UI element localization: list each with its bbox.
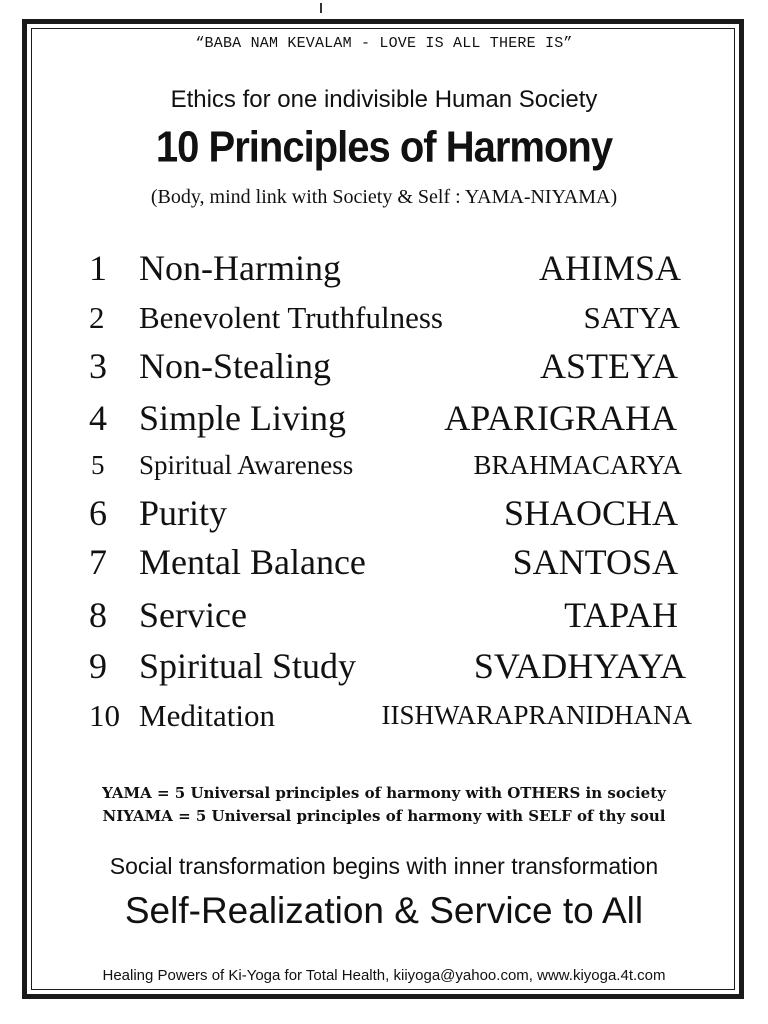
principle-english: Meditation [139, 698, 276, 733]
principle-english: Benevolent Truthfulness [139, 300, 443, 335]
niyama-note: NIYAMA = 5 Universal principles of harmony with SELF of thy soul [102, 807, 666, 825]
principle-number: 1 [89, 248, 107, 288]
principle-number: 4 [89, 398, 107, 438]
footer-contact: Healing Powers of Ki-Yoga for Total Health, kiiyoga@yahoo.com, www.kiyoga.4t.com [102, 967, 666, 984]
principle-english: Purity [139, 493, 228, 533]
principle-number: 9 [89, 646, 107, 686]
principle-sanskrit: SVADHYAYA [473, 646, 686, 686]
principle-sanskrit: AHIMSA [538, 248, 681, 288]
principle-number: 5 [91, 450, 105, 480]
principle-sanskrit: SATYA [583, 300, 680, 335]
principle-english: Non-Stealing [139, 346, 331, 386]
page-title: 10 Principles of Harmony [155, 122, 613, 172]
top-tick-mark [320, 3, 322, 13]
principle-sanskrit: SANTOSA [512, 542, 678, 582]
principle-sanskrit: SHAOCHA [503, 493, 678, 533]
motto: “BABA NAM KEVALAM - LOVE IS ALL THERE IS” [195, 35, 573, 52]
ethics-line: Ethics for one indivisible Human Society [170, 86, 598, 113]
principle-sanskrit: TAPAH [564, 595, 678, 635]
principle-number: 3 [89, 346, 107, 386]
principle-number: 7 [89, 542, 107, 582]
self-realization-line: Self-Realization & Service to All [124, 890, 644, 931]
principle-english: Spiritual Study [139, 646, 357, 686]
principle-number: 8 [89, 595, 107, 635]
principle-english: Service [139, 595, 247, 635]
principle-sanskrit: APARIGRAHA [444, 398, 677, 438]
principle-number: 2 [89, 300, 105, 335]
principle-sanskrit: IISHWARAPRANIDHANA [381, 700, 692, 730]
yama-note: YAMA = 5 Universal principles of harmony with OTHERS in society [102, 784, 666, 802]
principle-number: 10 [89, 698, 120, 733]
principle-english: Spiritual Awareness [139, 450, 354, 480]
principle-number: 6 [89, 493, 107, 533]
principle-english: Simple Living [139, 398, 346, 438]
social-transformation-line: Social transformation begins with inner transformation [109, 853, 659, 879]
subtitle: (Body, mind link with Society & Self : YAMA-NIYAMA) [150, 186, 618, 208]
principle-english: Non-Harming [139, 248, 341, 288]
principle-sanskrit: BRAHMACARYA [473, 450, 682, 480]
principle-english: Mental Balance [139, 542, 366, 582]
principle-sanskrit: ASTEYA [539, 346, 678, 386]
